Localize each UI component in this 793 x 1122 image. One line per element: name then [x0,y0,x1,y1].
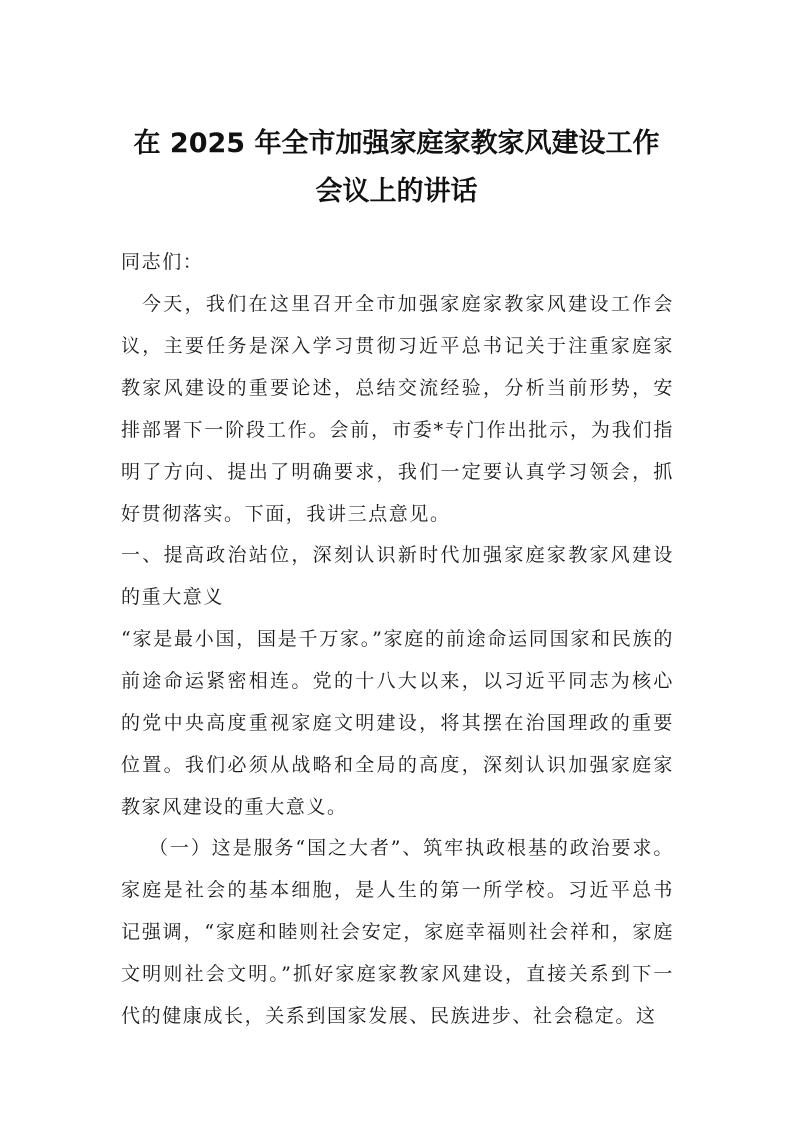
section-heading-one: 一、提高政治站位，深刻认识新时代加强家庭家教家风建设的重大意义 [121,544,674,608]
document-title-line1: 在 2025 年全市加强家庭家教家风建设工作 [133,128,660,159]
salutation: 同志们： [121,251,204,273]
document-title-line2: 会议上的讲话 [315,176,478,207]
paragraph-opening: 今天，我们在这里召开全市加强家庭家教家风建设工作会议，主要任务是深入学习贯彻习近平总书记关于注重家庭家教家风建设的重要论述，总结交流经验，分析当前形势，安排部署下一阶段工作。会前，市委*专门作出批示，为我们指明了方向、提出了明确要求，我们一定要认真学习领会，抓好贯彻落实。下面，我讲三点意见。 [121,293,674,525]
paragraph-subpoint-one: （一）这是服务“国之大者”、筑牢执政根基的政治要求。家庭是社会的基本细胞，是人生的第一所学校。习近平总书记强调，“家庭和睦则社会安定，家庭幸福则社会祥和，家庭文明则社会文明。”抓好家庭家教家风建设，直接关系到下一代的健康成长，关系到国家发展、民族进步、社会稳定。这 [121,837,674,1027]
paragraph-family-nation: “家是最小国，国是千万家。”家庭的前途命运同国家和民族的前途命运紧密相连。党的十八大以来，以习近平同志为核心的党中央高度重视家庭文明建设，将其摆在治国理政的重要位置。我们必须从战略和全局的高度，深刻认识加强家庭家教家风建设的重大意义。 [121,628,674,818]
